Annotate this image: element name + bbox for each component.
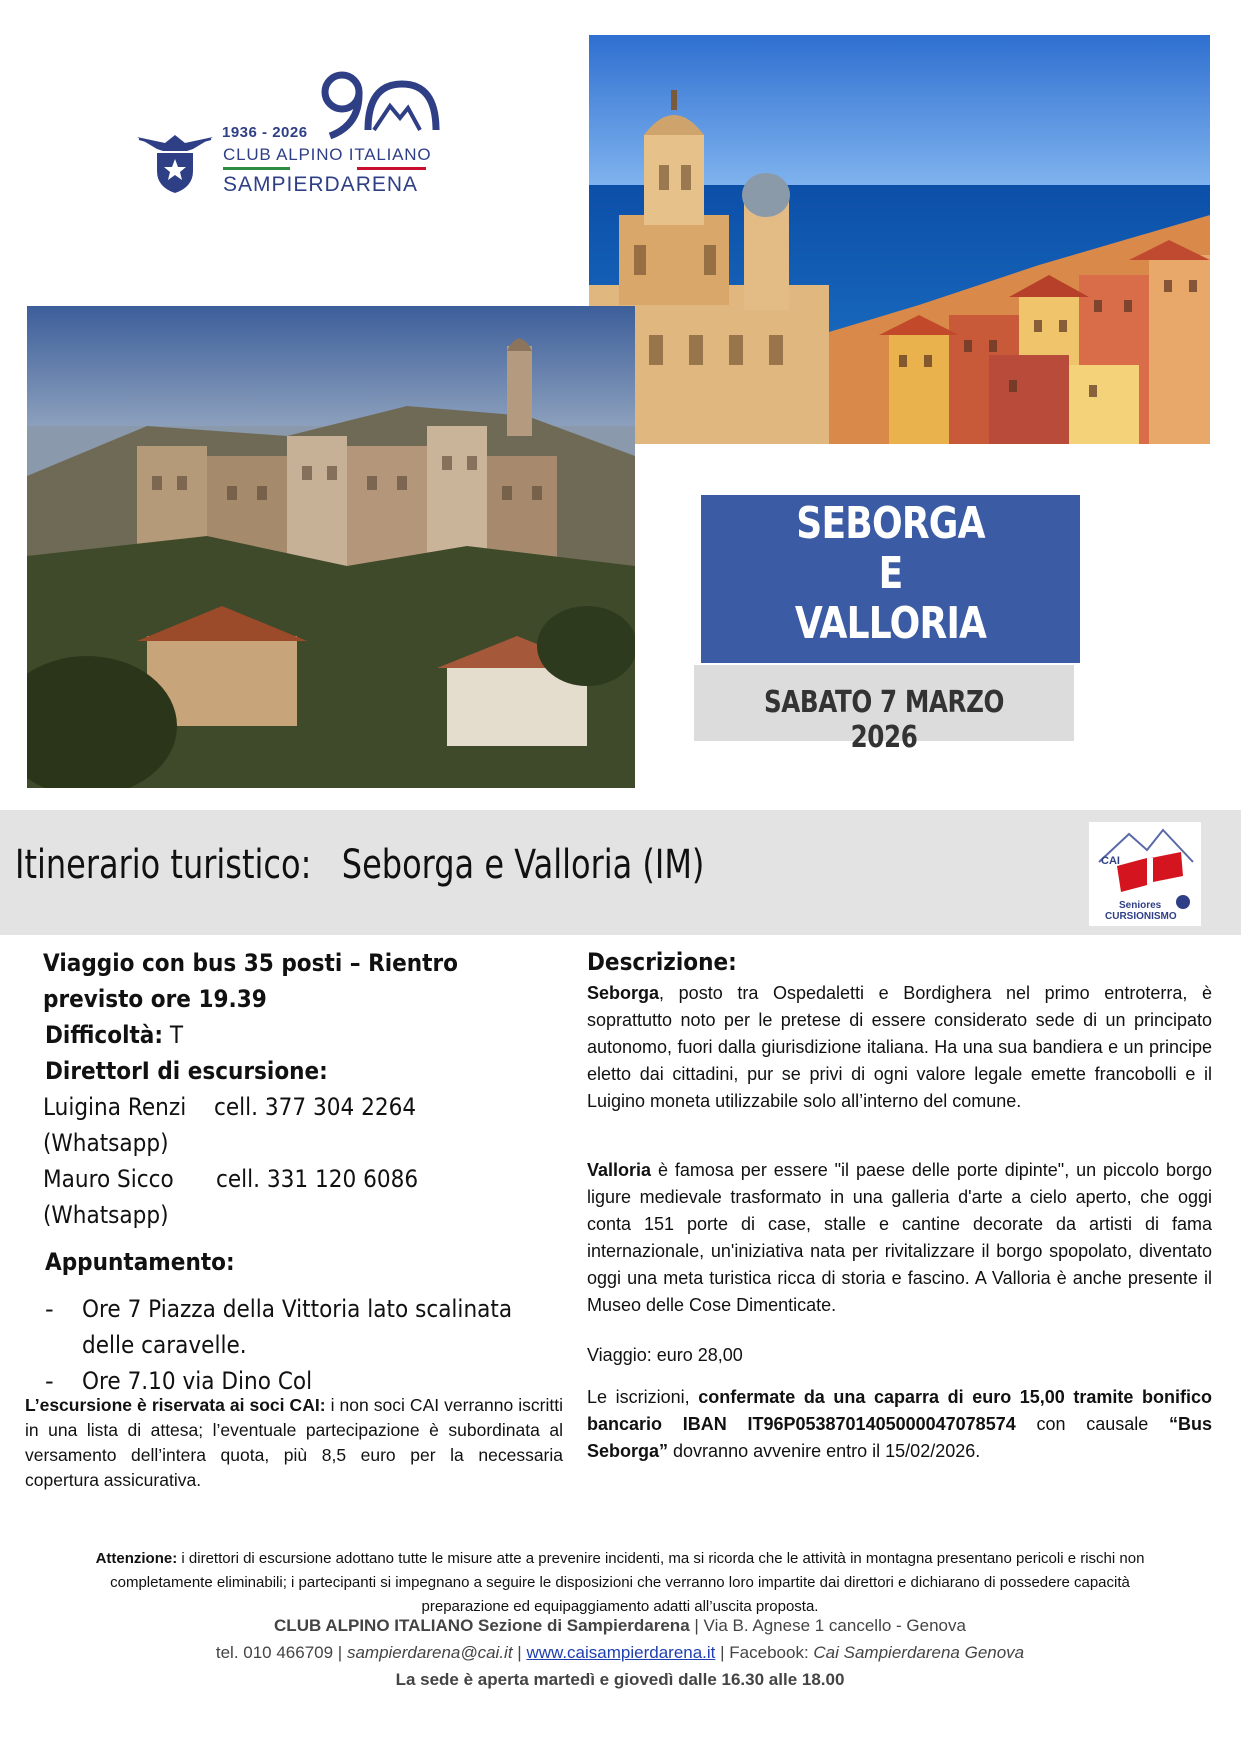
difficulty-line xyxy=(45,1021,183,1049)
badge-seniores-text: Seniores xyxy=(1119,900,1162,911)
title-line-e: E xyxy=(878,548,903,599)
event-date-box xyxy=(694,665,1074,755)
price-line: Viaggio: euro 28,00 xyxy=(587,1345,743,1365)
director1-phone: cell. 377 304 2264 xyxy=(214,1093,417,1121)
ninety-years-mark-icon xyxy=(320,70,440,142)
footer-email[interactable]: sampierdarena@cai.it xyxy=(346,1643,513,1662)
event-title-box xyxy=(701,495,1080,663)
members-note-bold: L’escursione è riservata ai soci CAI: xyxy=(25,1395,326,1415)
director2-name: Mauro Sicco xyxy=(43,1165,174,1193)
itinerary-label: Itinerario turistico: xyxy=(15,842,312,888)
valloria-text: è famosa per essere "il paese delle porte dipinte", un piccolo borgo ligure medievale trasformato in una galleria d'arte a cielo aperto, che oggi conta 151 porte di case, stalle e cantine decorate da artisti di fama internazionale, un'iniziativa nata per rivitalizzare il borgo spopolato, diventato oggi una meta turistica ricca di storia e fascino. A Valloria è anche presente il Museo delle Cose Dimenticate. xyxy=(587,1160,1212,1315)
meeting2-dash: - xyxy=(45,1367,54,1395)
footer-facebook-label: Facebook: xyxy=(729,1643,809,1662)
description-heading: Descrizione: xyxy=(587,948,737,976)
seborga-name: Seborga xyxy=(587,983,660,1003)
directors-label: DirettorI di escursione: xyxy=(45,1057,328,1085)
attention-text: i direttori di escursione adottano tutte le misure atte a prevenire incidenti, ma si ricorda che le attività in montagna presentano pericoli e rischi non completamente eliminabili; i partecipanti si impegnano a seguire le disposizioni che verranno loro impartite dai direttori e dichiarano di possedere capacità preparazione ed equipaggiamento adatti all’uscita proposta. xyxy=(110,1550,1145,1615)
director2-whatsapp: (Whatsapp) xyxy=(43,1201,169,1229)
footer-org: CLUB ALPINO ITALIANO Sezione di Sampierdarena xyxy=(274,1616,690,1635)
cai-sampierdarena-logo xyxy=(135,70,435,200)
seborga-paragraph xyxy=(587,980,1212,1115)
meeting1-line2: delle caravelle. xyxy=(82,1331,247,1359)
badge-cai-text: CAI xyxy=(1101,855,1120,867)
attention-notice xyxy=(80,1547,1160,1619)
registration-paragraph: Le iscrizioni, confermate da una caparra di euro 15,00 tramite bonifico bancario IBAN IT96P0538701405000047078574 con causale “Bus Seborga” dovranno avvenire entro il 15/02/2026. xyxy=(587,1387,1212,1461)
footer xyxy=(60,1612,1180,1693)
footer-line3: La sede è aperta martedì e giovedì dalle 16.30 alle 18.00 xyxy=(395,1670,845,1689)
registration-causale: “Bus Seborga” xyxy=(587,1414,1212,1461)
difficulty-label: Difficoltà: xyxy=(45,1021,164,1049)
seniores-escursionismo-logo xyxy=(1089,822,1201,926)
footer-line2: tel. 010 466709 | sampierdarena@cai.it | www.caisampierdarena.it | Facebook: Cai Sampierdarena Genova xyxy=(215,1643,1025,1662)
valloria-name: Valloria xyxy=(587,1160,652,1180)
director1-name: Luigina Renzi xyxy=(43,1093,187,1121)
difficulty-value: T xyxy=(169,1021,184,1049)
meeting-label: Appuntamento: xyxy=(45,1248,235,1276)
members-note-text: i non soci CAI verranno iscritti in una lista di attesa; l’eventuale partecipazione è subordinata al versamento dell’intera quota, più 8,5 euro per la necessaria copertura assicurativa. xyxy=(25,1395,563,1490)
trip-info-line1: Viaggio con bus 35 posti – Rientro xyxy=(43,949,458,977)
logo-years: 1936 - 2026 xyxy=(222,124,308,141)
logo-section-name: SAMPIERDARENA xyxy=(223,173,419,196)
footer-website-link[interactable]: www.caisampierdarena.it xyxy=(526,1643,716,1662)
footer-address: Via B. Agnese 1 cancello - Genova xyxy=(703,1616,966,1635)
members-note xyxy=(25,1393,563,1493)
itinerary-place: Seborga e Valloria (IM) xyxy=(341,842,705,888)
director2-phone: cell. 331 120 6086 xyxy=(216,1165,419,1193)
cai-eagle-emblem-icon xyxy=(135,125,215,195)
footer-tel: tel. 010 466709 xyxy=(215,1643,334,1662)
footer-facebook[interactable]: Cai Sampierdarena Genova xyxy=(813,1643,1025,1662)
title-line-seborga: SEBORGA xyxy=(796,498,985,549)
logo-tricolor-rule xyxy=(223,167,426,170)
registration-deposit: confermate da una caparra di euro 15,00 tramite bonifico bancario IBAN IT96P0538701405000047078574 xyxy=(587,1387,1212,1434)
meeting1-line1: Ore 7 Piazza della Vittoria lato scalinata xyxy=(82,1295,513,1323)
trip-info-line2: previsto ore 19.39 xyxy=(43,985,267,1013)
photo-coastal-town xyxy=(589,35,1210,444)
seborga-text: , posto tra Ospedaletti e Bordighera nel primo entroterra, è soprattutto noto per le pretese di essere considerato sede di un principato autonomo, fuori dalla giurisdizione italiana. Ha una sua bandiera e un principe eletto dai cittadini, pur se privi di ogni valore legale emette francobolli e il Luigino moneta utilizzabile solo all’interno del comune. xyxy=(587,983,1212,1111)
title-line-valloria: VALLORIA xyxy=(794,598,987,649)
logo-club-name: CLUB ALPINO ITALIANO xyxy=(223,145,432,164)
meeting2-line: Ore 7.10 via Dino Col xyxy=(82,1367,313,1395)
valloria-paragraph xyxy=(587,1157,1212,1319)
photo-hill-town xyxy=(27,306,635,788)
meeting1-dash: - xyxy=(45,1295,54,1323)
director1-whatsapp: (Whatsapp) xyxy=(43,1129,169,1157)
itinerary-heading xyxy=(15,842,704,888)
event-date: SABATO 7 MARZO 2026 xyxy=(763,685,1005,755)
footer-line1: CLUB ALPINO ITALIANO Sezione di Sampierdarena | Via B. Agnese 1 cancello - Genova xyxy=(274,1616,966,1635)
badge-escursionismo-text: CURSIONISMO xyxy=(1105,911,1177,922)
attention-label: Attenzione: xyxy=(95,1550,178,1567)
